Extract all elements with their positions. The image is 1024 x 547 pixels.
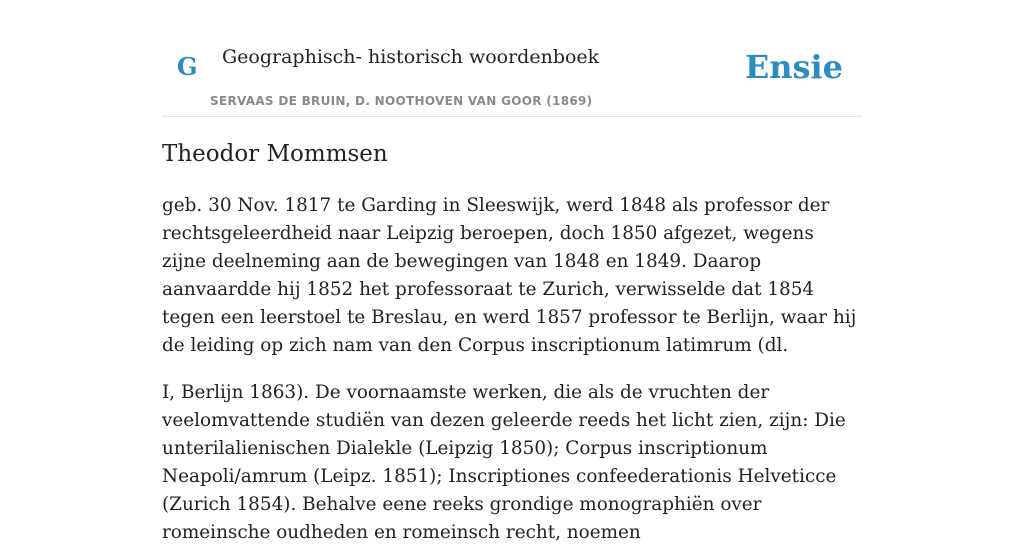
book-logo-icon[interactable]: G xyxy=(177,52,198,81)
article-body xyxy=(162,192,862,547)
article-title: Theodor Mommsen xyxy=(162,141,388,167)
page-header xyxy=(162,0,862,117)
book-authors: SERVAAS DE BRUIN, D. NOOTHOVEN VAN GOOR (1869) xyxy=(210,94,593,108)
ensie-logo[interactable]: Ensie xyxy=(744,48,843,86)
article-paragraph: I, Berlijn 1863). De voornaamste werken, die als de vruchten der veelomvattende studiën van dezen geleerde reeds het licht zien, zijn: Die unterilalienischen Dialekle (Leipzig 1850); Corpus inscriptionum Neapoli/amrum (Leipz. 1851); Inscriptiones confeederationis Helveticce (Zurich 1854). Behalve eene reeks grondige monographiën over romeinsche oudheden en romeinsch recht, noemen xyxy=(162,382,846,543)
book-title[interactable]: Geographisch- historisch woordenboek xyxy=(222,46,600,68)
article-paragraph: geb. 30 Nov. 1817 te Garding in Sleeswijk, werd 1848 als professor der rechtsgeleerdheid naar Leipzig beroepen, doch 1850 afgezet, wegens zijne deelneming aan de bewegingen van 1848 en 1849. Daarop aanvaardde hij 1852 het professoraat te Zurich, verwisselde dat 1854 tegen een leerstoel te Breslau, en werd 1857 professor te Berlijn, waar hij de leiding op zich nam van den Corpus inscriptionum latimrum (dl. xyxy=(162,195,857,356)
article xyxy=(162,138,862,547)
